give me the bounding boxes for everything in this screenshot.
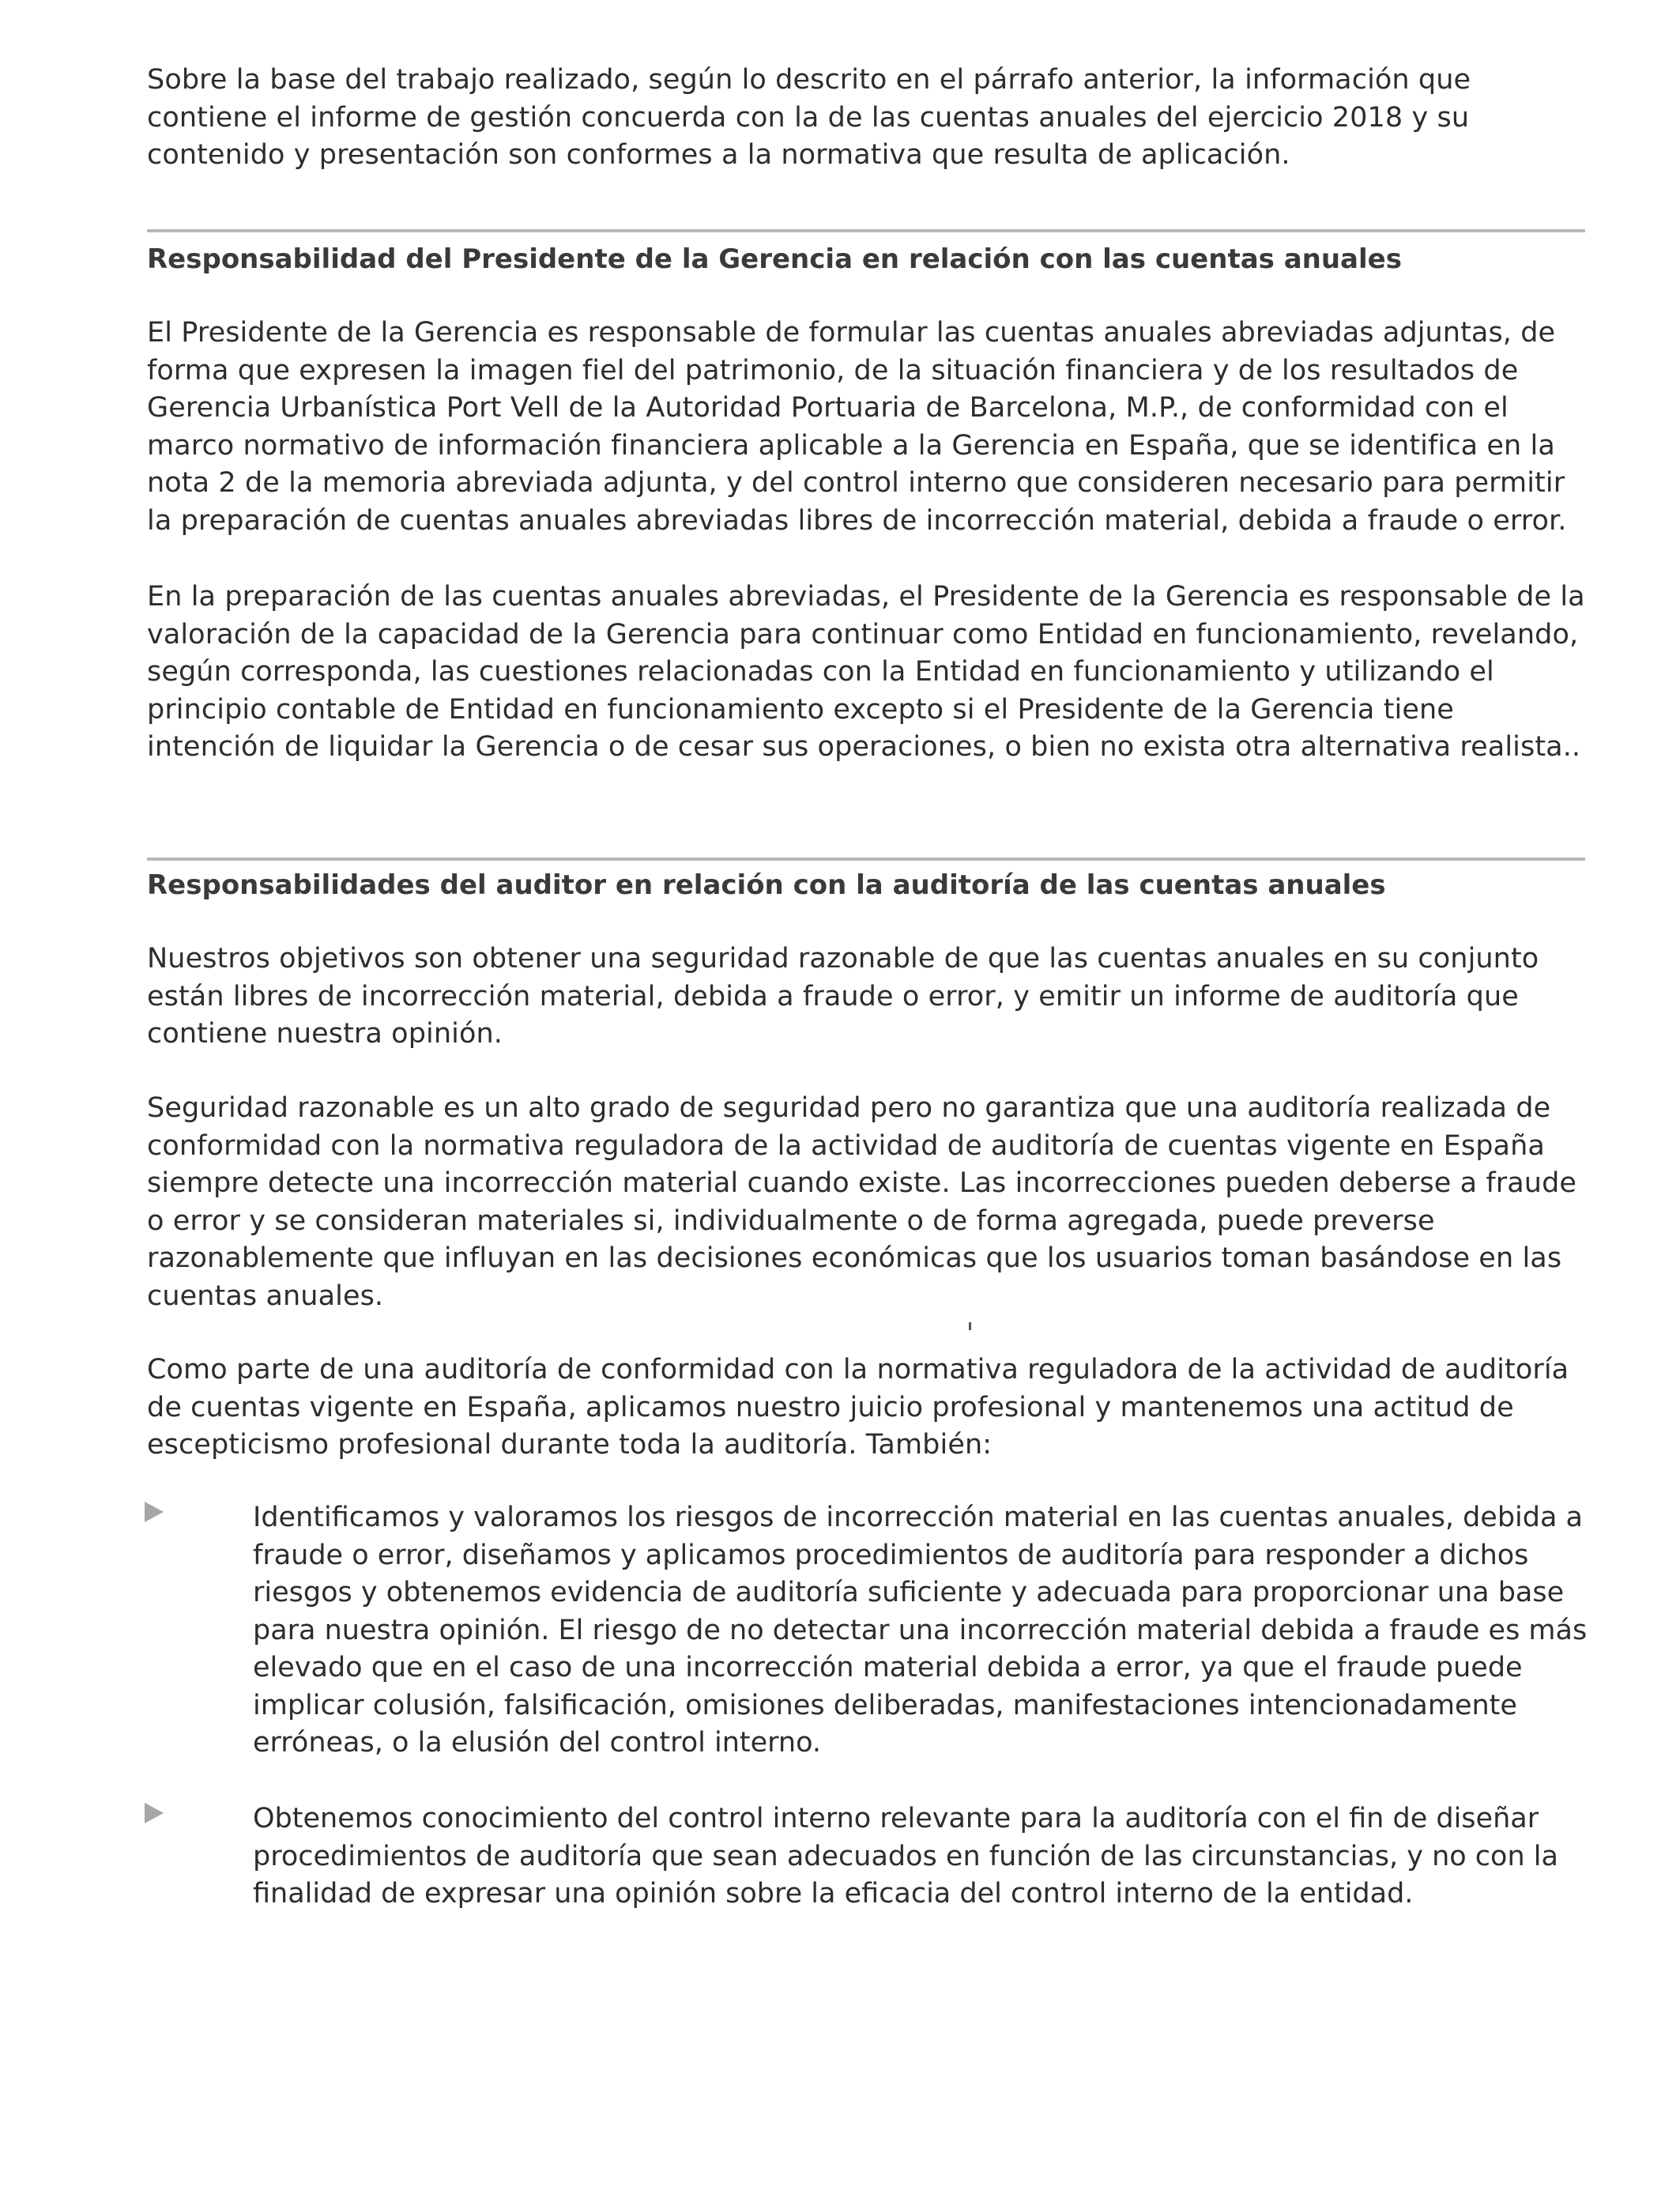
section-heading-president-responsibility: Responsabilidad del Presidente de la Gerencia en relación con las cuentas anuales	[147, 243, 1402, 275]
bullet-item-internal-control: Obtenemos conocimiento del control interno relevante para la auditoría con el fin de diseñar procedimientos de auditoría que sean adecuados en función de las circunstancias, y no con la finalidad de expresar una opinión sobre la eficacia del control interno de la entidad.	[253, 1803, 1558, 1909]
bullet-item-risk-assessment: Identificamos y valoramos los riesgos de incorrección material en las cuentas anuales, debida a fraude o error, diseñamos y aplicamos procedimientos de auditoría para responder a dichos riesgos y obtenemos evidencia de auditoría suficiente y adecuada para proporcionar una base para nuestra opinión. El riesgo de no detectar una incorrección material debida a fraude es más elevado que en el caso de una incorrección material debida a error, ya que el fraude puede implicar colusión, falsificación, omisiones deliberadas, manifestaciones intencionadamente erróneas, o la elusión del control interno.	[253, 1502, 1588, 1759]
section-divider	[147, 858, 1585, 861]
bullet-arrow-icon	[145, 1502, 164, 1522]
president-responsibility-paragraph-1: El Presidente de la Gerencia es responsable de formular las cuentas anuales abreviadas adjuntas, de forma que expresen la imagen fiel del patrimonio, de la situación financiera y de los resultados de Gerencia Urbanística Port Vell de la Autoridad Portuaria de Barcelona, M.P., de conformidad con el marco normativo de información financiera aplicable a la Gerencia en España, que se identifica en la nota 2 de la memoria abreviada adjunta, y del control interno que consideren necesario para permitir la preparación de cuentas anuales abreviadas libres de incorrección material, debida a fraude o error.	[147, 317, 1567, 537]
auditor-objectives-paragraph: Nuestros objetivos son obtener una seguridad razonable de que las cuentas anuales en su conjunto están libres de incorrección material, debida a fraude o error, y emitir un informe de auditoría que contiene nuestra opinión.	[147, 943, 1539, 1050]
reasonable-assurance-paragraph: Seguridad razonable es un alto grado de seguridad pero no garantiza que una auditoría realizada de conformidad con la normativa reguladora de la actividad de auditoría de cuentas vigente en España siempre detecte una incorrección material cuando existe. Las incorrecciones pueden deberse a fraude o error y se consideran materiales si, individualmente o de forma agregada, puede preverse razonablemente que influyan en las decisiones económicas que los usuarios toman basándose en las cuentas anuales.	[147, 1092, 1577, 1312]
section-divider	[147, 229, 1585, 232]
bullet-arrow-icon	[145, 1803, 164, 1823]
scan-speck	[969, 1322, 971, 1330]
intro-paragraph: Sobre la base del trabajo realizado, según lo descrito en el párrafo anterior, la información que contiene el informe de gestión concuerda con la de las cuentas anuales del ejercicio 2018 y su contenido y presentación son conformes a la normativa que resulta de aplicación.	[147, 64, 1471, 171]
section-heading-auditor-responsibilities: Responsabilidades del auditor en relación con la auditoría de las cuentas anuales	[147, 869, 1386, 901]
president-responsibility-paragraph-2: En la preparación de las cuentas anuales abreviadas, el Presidente de la Gerencia es responsable de la valoración de la capacidad de la Gerencia para continuar como Entidad en funcionamiento, revelando, según corresponda, las cuestiones relacionadas con la Entidad en funcionamiento y utilizando el principio contable de Entidad en funcionamiento excepto si el Presidente de la Gerencia tiene intención de liquidar la Gerencia o de cesar sus operaciones, o bien no exista otra alternativa realista..	[147, 581, 1585, 763]
audit-approach-paragraph: Como parte de una auditoría de conformidad con la normativa reguladora de la actividad de auditoría de cuentas vigente en España, aplicamos nuestro juicio profesional y mantenemos una actitud de escepticismo profesional durante toda la auditoría. También:	[147, 1354, 1569, 1461]
